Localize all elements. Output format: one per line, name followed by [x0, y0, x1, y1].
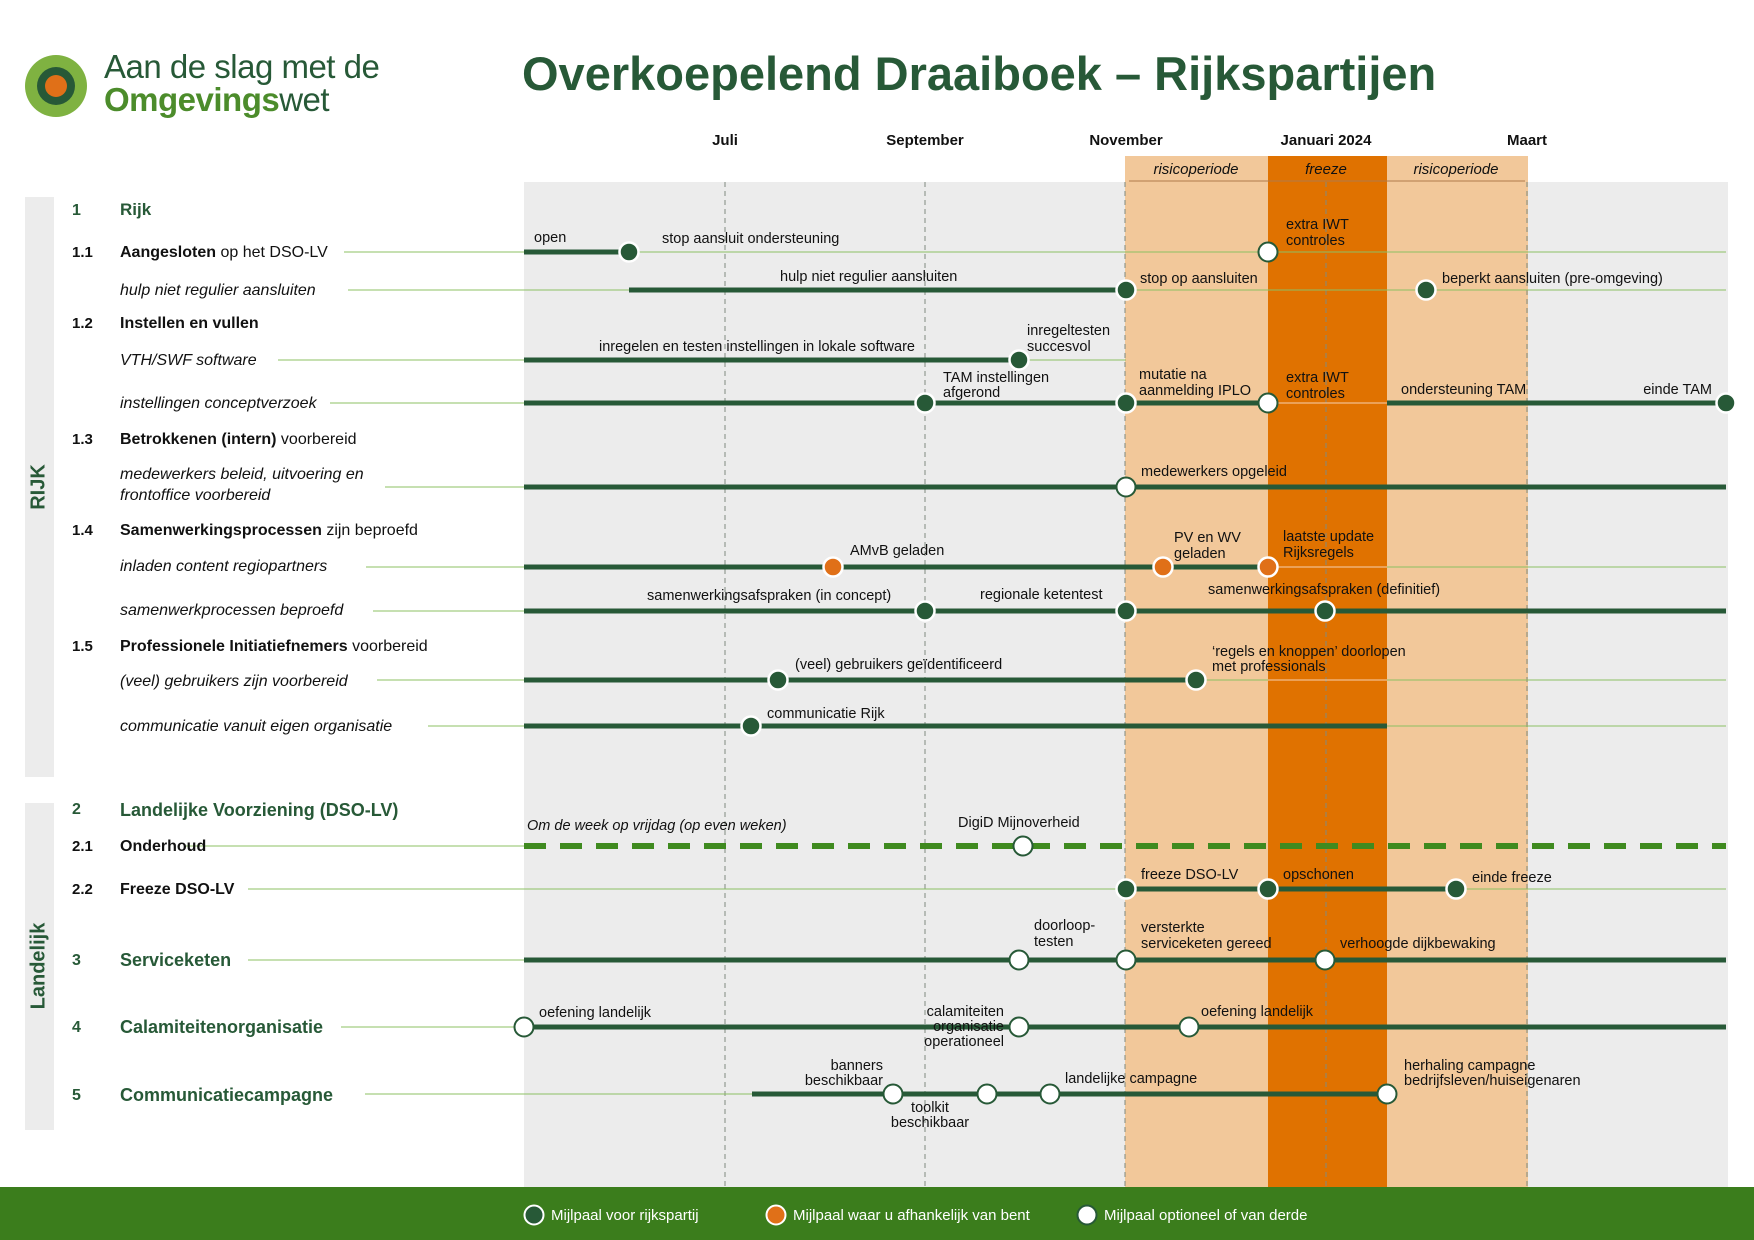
ann-versterkte-a: versterkte: [1141, 920, 1205, 936]
logo-line-2: [104, 83, 379, 116]
ann-veel-gebruikers: (veel) gebruikers geïdentificeerd: [795, 657, 1003, 673]
milestone-white: [884, 1085, 903, 1104]
ann-hulp: hulp niet regulier aansluiten: [780, 269, 958, 285]
month-maart: Maart: [1506, 132, 1548, 149]
row-title-samenwerk: samenwerkprocessen beproefd: [120, 602, 344, 619]
ann-calamiteiten-c: operationeel: [924, 1034, 1004, 1050]
milestone-orange: [824, 558, 843, 577]
ann-mutatie-b: aanmelding IPLO: [1139, 383, 1252, 399]
row-title-2-1: Onderhoud: [120, 838, 207, 855]
milestone-white: [978, 1085, 997, 1104]
ann-iwt-2a: extra IWT: [1286, 370, 1349, 386]
ann-beperkt: beperkt aansluiten (pre-omgeving): [1442, 271, 1663, 287]
row-title-1-4: Samenwerkingsprocessen zijn beproefd: [120, 522, 418, 539]
ann-stop-aansluiten: stop op aansluiten: [1140, 271, 1258, 287]
period-label-risk-1: risicoperiode: [1153, 161, 1239, 178]
ann-om-de-week: Om de week op vrijdag (op even weken): [527, 818, 787, 834]
ann-amvb: AMvB geladen: [850, 543, 945, 559]
ann-iwt-2b: controles: [1286, 386, 1345, 402]
milestone-dark: [1417, 281, 1436, 300]
ann-iwt-1b: controles: [1286, 233, 1345, 249]
row-title-landelijke-voorziening: Landelijke Voorziening (DSO-LV): [120, 800, 399, 820]
milestone-white: [1010, 951, 1029, 970]
row-title-communicatiecampagne: Communicatiecampagne: [120, 1085, 334, 1105]
milestone-dark: [1010, 351, 1029, 370]
risk-period-2-band: [1387, 156, 1528, 1187]
ann-ondersteuning-tam: ondersteuning TAM: [1401, 382, 1527, 398]
logo-line-1: Aan de slag met de: [104, 48, 380, 85]
milestone-white: [1378, 1085, 1397, 1104]
milestone-dark: [1447, 880, 1466, 899]
milestone-white: [1041, 1085, 1060, 1104]
ann-herhaling-a: herhaling campagne: [1404, 1058, 1536, 1074]
row-num-1-3: 1.3: [72, 431, 93, 448]
row-title-1-5: Professionele Initiatiefnemers voorbereid: [120, 638, 428, 655]
ann-oefening-1: oefening landelijk: [539, 1005, 652, 1021]
row-title-rijk: Rijk: [120, 200, 152, 219]
milestone-white: [1014, 837, 1033, 856]
section-label-rijk: RIJK: [27, 464, 50, 510]
milestone-dark: [1187, 671, 1206, 690]
milestone-white: [515, 1018, 534, 1037]
row-title-1-3: Betrokkenen (intern) voorbereid: [120, 431, 357, 448]
row-num-2-1: 2.1: [72, 838, 93, 855]
logo-line-2a: Omgevings: [104, 81, 280, 118]
month-juli: Juli: [712, 132, 738, 149]
milestone-white: [1259, 243, 1278, 262]
ann-medewerkers: medewerkers opgeleid: [1141, 464, 1287, 480]
milestone-dark: [1117, 281, 1136, 300]
row-title-inladen: inladen content regiopartners: [120, 558, 328, 575]
row-title-concept: instellingen conceptverzoek: [120, 395, 317, 412]
row-title-communicatie: communicatie vanuit eigen organisatie: [120, 718, 393, 735]
row-title-calamiteiten: Calamiteitenorganisatie: [120, 1017, 324, 1037]
row-title-medewerkers-2: frontoffice voorbereid: [120, 487, 271, 504]
row-title-2-2: Freeze DSO-LV: [120, 881, 235, 898]
ann-regionale: regionale ketentest: [980, 587, 1103, 603]
row-num-2-2: 2.2: [72, 881, 93, 898]
ann-pv-b: geladen: [1174, 546, 1226, 562]
ann-pv-a: PV en WV: [1174, 530, 1241, 546]
row-title-hulp: hulp niet regulier aansluiten: [120, 282, 316, 299]
ann-inregeltesten-a: inregeltesten: [1027, 323, 1111, 339]
ann-banners-a: banners: [830, 1058, 883, 1074]
ann-samenwerking-concept: samenwerkingsafspraken (in concept): [647, 588, 892, 604]
row-num-5: 5: [72, 1087, 81, 1104]
legend: [0, 1187, 1754, 1240]
ann-inregeltesten-b: succesvol: [1027, 339, 1091, 355]
logo-line-2b: wet: [279, 81, 330, 118]
milestone-orange: [1259, 558, 1278, 577]
ann-mutatie-a: mutatie na: [1139, 367, 1207, 383]
milestone-orange: [1154, 558, 1173, 577]
omgevingswet-logo-icon: [25, 55, 87, 117]
row-title-serviceketen: Serviceketen: [120, 950, 232, 970]
milestone-white: [1316, 951, 1335, 970]
milestone-white: [1117, 478, 1136, 497]
ann-samenwerking-def: samenwerkingsafspraken (definitief): [1208, 582, 1441, 598]
row-num-1-1: 1.1: [72, 244, 93, 261]
row-title-vth: VTH/SWF software: [120, 352, 257, 369]
month-november: November: [1089, 132, 1163, 149]
ann-digid: DigiD Mijnoverheid: [958, 815, 1080, 831]
milestone-dark: [1117, 394, 1136, 413]
milestone-white: [1180, 1018, 1199, 1037]
ann-verhoogde: verhoogde dijkbewaking: [1340, 936, 1496, 952]
milestone-dark: [1259, 880, 1278, 899]
milestone-dark: [742, 717, 761, 736]
milestone-dark: [1717, 394, 1736, 413]
row-num-4: 4: [72, 1019, 81, 1036]
milestone-dark: [916, 602, 935, 621]
period-label-freeze: freeze: [1305, 161, 1347, 178]
ann-regels-a: ‘regels en knoppen’ doorlopen: [1212, 644, 1406, 660]
legend-orange-label: Mijlpaal waar u afhankelijk van bent: [793, 1207, 1030, 1224]
ann-freeze-dso: freeze DSO-LV: [1141, 867, 1239, 883]
ann-banners-b: beschikbaar: [804, 1073, 883, 1089]
ann-regels-b: met professionals: [1212, 659, 1326, 675]
ann-toolkit-a: toolkit: [911, 1100, 949, 1116]
row-num-3: 3: [72, 952, 81, 969]
milestone-white: [1010, 1018, 1029, 1037]
ann-oefening-2: oefening landelijk: [1201, 1004, 1314, 1020]
ann-tam-a: TAM instellingen: [943, 370, 1050, 386]
milestone-white: [1117, 951, 1136, 970]
ann-communicatie-rijk: communicatie Rijk: [767, 706, 885, 722]
ann-toolkit-b: beschikbaar: [890, 1115, 970, 1131]
ann-opschonen: opschonen: [1283, 867, 1354, 883]
ann-stop-ondersteuning: stop aansluit ondersteuning: [662, 231, 840, 247]
milestone-dark: [1117, 880, 1136, 899]
period-label-risk-2: risicoperiode: [1413, 161, 1499, 178]
legend-dark-label: Mijlpaal voor rijkspartij: [551, 1207, 699, 1224]
row-title-gebruikers: (veel) gebruikers zijn voorbereid: [120, 673, 348, 690]
legend-white-icon: [1078, 1206, 1097, 1225]
ann-doorloop-b: testen: [1034, 934, 1074, 950]
milestone-dark: [916, 394, 935, 413]
ann-open: open: [534, 230, 567, 246]
milestone-white: [1259, 394, 1278, 413]
legend-white-label: Mijlpaal optioneel of van derde: [1104, 1207, 1308, 1224]
milestone-dark: [1316, 602, 1335, 621]
row-num-1-5: 1.5: [72, 638, 93, 655]
ann-calamiteiten-a: calamiteiten: [926, 1004, 1004, 1020]
ann-calamiteiten-b: organisatie: [933, 1019, 1004, 1035]
ann-doorloop-a: doorloop-: [1034, 918, 1096, 934]
section-label-landelijk: Landelijk: [27, 922, 50, 1010]
logo-wordmark: [104, 50, 379, 116]
ann-einde-tam: einde TAM: [1643, 382, 1712, 398]
milestone-dark: [620, 243, 639, 262]
row-num-2: 2: [72, 801, 81, 818]
ann-tam-b: afgerond: [943, 385, 1001, 401]
ann-einde-freeze: einde freeze: [1472, 870, 1552, 886]
ann-landelijke-campagne: landelijke campagne: [1065, 1071, 1198, 1087]
row-title-1-1: Aangesloten op het DSO-LV: [120, 244, 328, 261]
ann-herhaling-b: bedrijfsleven/huiseigenaren: [1404, 1073, 1581, 1089]
page-title: Overkoepelend Draaiboek – Rijkspartijen: [522, 47, 1437, 100]
month-september: September: [886, 132, 964, 149]
row-num-1: 1: [72, 202, 81, 219]
ann-iwt-1a: extra IWT: [1286, 217, 1349, 233]
milestone-dark: [1117, 602, 1136, 621]
legend-orange-icon: [767, 1206, 786, 1225]
ann-laatste-a: laatste update: [1283, 529, 1375, 545]
row-title-1-2: Instellen en vullen: [120, 315, 259, 332]
row-num-1-4: 1.4: [72, 522, 93, 539]
row-num-1-2: 1.2: [72, 315, 93, 332]
month-januari: Januari 2024: [1280, 132, 1372, 149]
milestone-dark: [769, 671, 788, 690]
legend-dark-icon: [525, 1206, 544, 1225]
row-title-medewerkers-1: medewerkers beleid, uitvoering en: [120, 466, 364, 483]
ann-laatste-b: Rijksregels: [1283, 545, 1354, 561]
ann-versterkte-b: serviceketen gereed: [1141, 936, 1272, 952]
ann-inregelen: inregelen en testen instellingen in lokale software: [599, 339, 915, 355]
